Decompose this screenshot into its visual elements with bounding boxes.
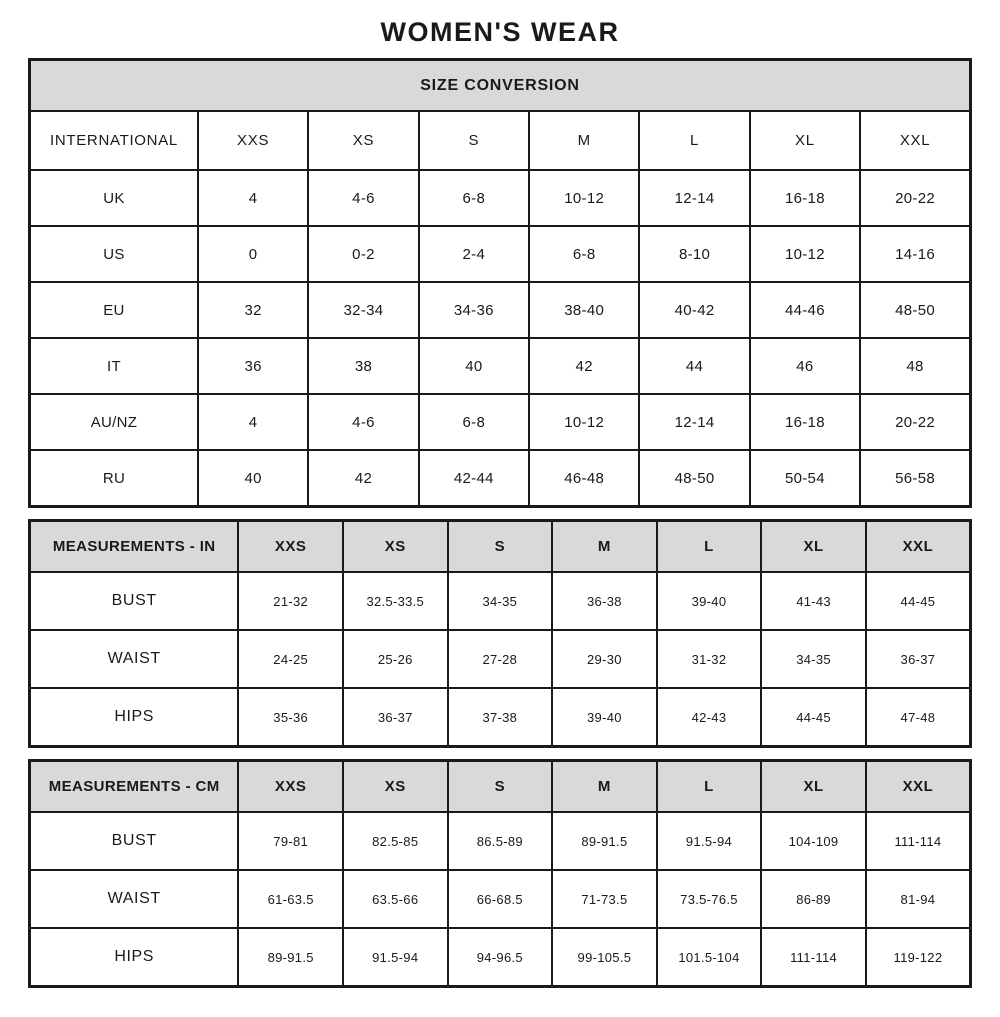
cell: 20-22 xyxy=(860,394,970,450)
cell: 44-45 xyxy=(761,688,866,747)
table-title: SIZE CONVERSION xyxy=(30,60,971,112)
table-row xyxy=(30,812,971,870)
cell: 86.5-89 xyxy=(448,812,553,870)
cell: 41-43 xyxy=(761,572,866,630)
column-header-size: L xyxy=(657,761,762,813)
cell: 4 xyxy=(198,170,308,226)
cell: 66-68.5 xyxy=(448,870,553,928)
table-row xyxy=(30,928,971,987)
cell: 0-2 xyxy=(308,226,418,282)
column-header-size: M xyxy=(529,111,639,170)
cell: 99-105.5 xyxy=(552,928,657,987)
cell: 39-40 xyxy=(552,688,657,747)
table-row xyxy=(30,450,971,507)
column-header-size: XXS xyxy=(198,111,308,170)
cell: 38 xyxy=(308,338,418,394)
row-label: HIPS xyxy=(30,928,239,987)
table-title-row xyxy=(30,60,971,112)
cell: 73.5-76.5 xyxy=(657,870,762,928)
column-header-size: XL xyxy=(761,761,866,813)
table-row xyxy=(30,630,971,688)
cell: 12-14 xyxy=(639,394,749,450)
cell: 6-8 xyxy=(529,226,639,282)
table-row xyxy=(30,338,971,394)
cell: 89-91.5 xyxy=(238,928,343,987)
row-label: IT xyxy=(30,338,198,394)
size-chart-sheet xyxy=(28,58,972,988)
cell: 16-18 xyxy=(750,170,860,226)
cell: 111-114 xyxy=(761,928,866,987)
cell: 20-22 xyxy=(860,170,970,226)
cell: 37-38 xyxy=(448,688,553,747)
row-label: WAIST xyxy=(30,630,239,688)
cell: 2-4 xyxy=(419,226,529,282)
page-title: WOMEN'S WEAR xyxy=(380,17,620,47)
cell: 40 xyxy=(419,338,529,394)
cell: 39-40 xyxy=(657,572,762,630)
measurements-cm-table xyxy=(28,759,972,988)
table-row xyxy=(30,170,971,226)
cell: 47-48 xyxy=(866,688,971,747)
cell: 111-114 xyxy=(866,812,971,870)
cell: 25-26 xyxy=(343,630,448,688)
size-conversion-table xyxy=(28,58,972,508)
cell: 101.5-104 xyxy=(657,928,762,987)
cell: 36-38 xyxy=(552,572,657,630)
column-header-size: XXS xyxy=(238,761,343,813)
cell: 21-32 xyxy=(238,572,343,630)
cell: 94-96.5 xyxy=(448,928,553,987)
table-row xyxy=(30,870,971,928)
cell: 48-50 xyxy=(639,450,749,507)
measurements-in-table xyxy=(28,519,972,748)
cell: 48 xyxy=(860,338,970,394)
cell: 42 xyxy=(308,450,418,507)
cell: 14-16 xyxy=(860,226,970,282)
column-header-size: XXS xyxy=(238,521,343,573)
cell: 38-40 xyxy=(529,282,639,338)
cell: 91.5-94 xyxy=(343,928,448,987)
cell: 86-89 xyxy=(761,870,866,928)
cell: 31-32 xyxy=(657,630,762,688)
cell: 10-12 xyxy=(529,170,639,226)
table-row xyxy=(30,394,971,450)
column-header-size: XS xyxy=(343,521,448,573)
cell: 91.5-94 xyxy=(657,812,762,870)
row-label: RU xyxy=(30,450,198,507)
row-label: WAIST xyxy=(30,870,239,928)
table-title: MEASUREMENTS - IN xyxy=(30,521,239,573)
cell: 6-8 xyxy=(419,394,529,450)
cell: 42-44 xyxy=(419,450,529,507)
cell: 42 xyxy=(529,338,639,394)
cell: 81-94 xyxy=(866,870,971,928)
cell: 10-12 xyxy=(529,394,639,450)
table-row xyxy=(30,282,971,338)
cell: 10-12 xyxy=(750,226,860,282)
cell: 24-25 xyxy=(238,630,343,688)
cell: 34-35 xyxy=(448,572,553,630)
table-row xyxy=(30,688,971,747)
cell: 56-58 xyxy=(860,450,970,507)
column-header-size: XXL xyxy=(866,761,971,813)
row-label: HIPS xyxy=(30,688,239,747)
cell: 50-54 xyxy=(750,450,860,507)
cell: 89-91.5 xyxy=(552,812,657,870)
column-header-size: XL xyxy=(750,111,860,170)
cell: 32-34 xyxy=(308,282,418,338)
cell: 40 xyxy=(198,450,308,507)
column-header-size: M xyxy=(552,521,657,573)
cell: 36-37 xyxy=(343,688,448,747)
cell: 104-109 xyxy=(761,812,866,870)
cell: 44-45 xyxy=(866,572,971,630)
column-header-size: L xyxy=(639,111,749,170)
cell: 119-122 xyxy=(866,928,971,987)
column-header-size: XL xyxy=(761,521,866,573)
cell: 79-81 xyxy=(238,812,343,870)
row-label: BUST xyxy=(30,812,239,870)
cell: 6-8 xyxy=(419,170,529,226)
cell: 82.5-85 xyxy=(343,812,448,870)
cell: 29-30 xyxy=(552,630,657,688)
column-header-size: M xyxy=(552,761,657,813)
cell: 8-10 xyxy=(639,226,749,282)
cell: 48-50 xyxy=(860,282,970,338)
column-header-size: XS xyxy=(343,761,448,813)
row-label: EU xyxy=(30,282,198,338)
column-header-size: S xyxy=(419,111,529,170)
column-header-size: S xyxy=(448,521,553,573)
cell: 63.5-66 xyxy=(343,870,448,928)
column-header-size: XS xyxy=(308,111,418,170)
cell: 34-36 xyxy=(419,282,529,338)
column-header-row xyxy=(30,521,971,573)
cell: 12-14 xyxy=(639,170,749,226)
cell: 46-48 xyxy=(529,450,639,507)
column-header-size: XXL xyxy=(860,111,970,170)
cell: 4-6 xyxy=(308,394,418,450)
table-row xyxy=(30,226,971,282)
cell: 36 xyxy=(198,338,308,394)
cell: 46 xyxy=(750,338,860,394)
cell: 32.5-33.5 xyxy=(343,572,448,630)
row-label: UK xyxy=(30,170,198,226)
column-header-row xyxy=(30,111,971,170)
cell: 16-18 xyxy=(750,394,860,450)
cell: 71-73.5 xyxy=(552,870,657,928)
column-header-size: XXL xyxy=(866,521,971,573)
cell: 44-46 xyxy=(750,282,860,338)
cell: 4 xyxy=(198,394,308,450)
cell: 0 xyxy=(198,226,308,282)
cell: 61-63.5 xyxy=(238,870,343,928)
column-header-size: L xyxy=(657,521,762,573)
cell: 42-43 xyxy=(657,688,762,747)
cell: 36-37 xyxy=(866,630,971,688)
row-label: BUST xyxy=(30,572,239,630)
cell: 32 xyxy=(198,282,308,338)
row-label: AU/NZ xyxy=(30,394,198,450)
column-header-label: INTERNATIONAL xyxy=(30,111,198,170)
table-row xyxy=(30,572,971,630)
cell: 34-35 xyxy=(761,630,866,688)
table-title: MEASUREMENTS - CM xyxy=(30,761,239,813)
column-header-size: S xyxy=(448,761,553,813)
row-label: US xyxy=(30,226,198,282)
cell: 44 xyxy=(639,338,749,394)
cell: 40-42 xyxy=(639,282,749,338)
column-header-row xyxy=(30,761,971,813)
cell: 27-28 xyxy=(448,630,553,688)
cell: 35-36 xyxy=(238,688,343,747)
cell: 4-6 xyxy=(308,170,418,226)
